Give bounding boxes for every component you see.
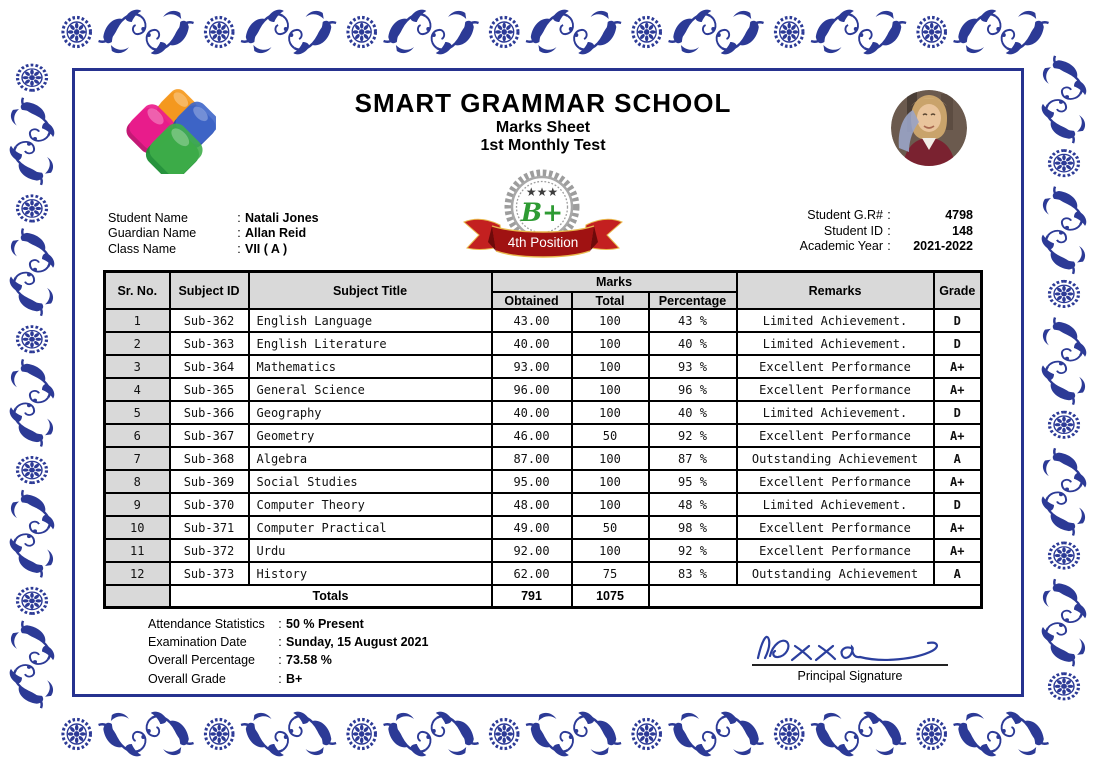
- cell-remarks: Limited Achievement.: [737, 493, 934, 516]
- academic-year-label: Academic Year: [799, 239, 883, 254]
- gr-number-label: Student G.R#: [807, 208, 883, 222]
- cell-obtained: 49.00: [492, 516, 572, 539]
- gr-number-value: 4798: [945, 208, 973, 222]
- attendance-row: [148, 615, 428, 633]
- cell-subject-title: History: [249, 562, 492, 585]
- cell-grade: A+: [934, 470, 982, 493]
- cell-obtained: 46.00: [492, 424, 572, 447]
- grade-badge: [462, 163, 624, 260]
- overall-grade-value: B+: [286, 671, 303, 686]
- cell-subject-id: Sub-369: [170, 470, 249, 493]
- marks-table-header: [105, 272, 982, 310]
- cell-remarks: Excellent Performance: [737, 424, 934, 447]
- cell-sr-no: 12: [105, 562, 170, 585]
- cell-subject-id: Sub-372: [170, 539, 249, 562]
- exam-date-label: Examination Date: [148, 635, 247, 650]
- cell-obtained: 62.00: [492, 562, 572, 585]
- cell-percentage: 48 %: [649, 493, 737, 516]
- cell-grade: A: [934, 562, 982, 585]
- cell-subject-id: Sub-370: [170, 493, 249, 516]
- marks-table: [103, 270, 983, 609]
- cell-total: 100: [572, 470, 649, 493]
- class-name-value: VII ( A ): [245, 241, 288, 256]
- cell-sr-no: 4: [105, 378, 170, 401]
- academic-year-value: 2021-2022: [913, 239, 973, 254]
- student-id-value: 148: [952, 223, 973, 238]
- student-id-row: [800, 224, 973, 240]
- cell-total: 100: [572, 332, 649, 355]
- class-name-label: Class Name: [108, 241, 177, 256]
- table-row: [105, 447, 982, 470]
- cell-total: 50: [572, 516, 649, 539]
- header-marks: Marks: [492, 272, 737, 293]
- header-sr-no: Sr. No.: [105, 272, 170, 310]
- cell-percentage: 96 %: [649, 378, 737, 401]
- cell-obtained: 92.00: [492, 539, 572, 562]
- overall-percentage-label: Overall Percentage: [148, 653, 256, 668]
- cell-grade: D: [934, 332, 982, 355]
- student-name-value: Natali Jones: [245, 211, 319, 225]
- cell-total: 75: [572, 562, 649, 585]
- table-row: [105, 493, 982, 516]
- cell-obtained: 96.00: [492, 378, 572, 401]
- table-row: [105, 378, 982, 401]
- cell-sr-no: 7: [105, 447, 170, 470]
- cell-obtained: 93.00: [492, 355, 572, 378]
- signature-line: [752, 664, 948, 666]
- cell-subject-id: Sub-365: [170, 378, 249, 401]
- cell-total: 100: [572, 309, 649, 332]
- colon: :: [278, 635, 282, 650]
- medal-grade: B+: [520, 198, 564, 227]
- school-name: SMART GRAMMAR SCHOOL: [354, 88, 732, 118]
- table-row: [105, 470, 982, 493]
- colon: :: [887, 239, 891, 254]
- table-row: [105, 562, 982, 585]
- header-obtained: Obtained: [492, 292, 572, 309]
- cell-sr-no: 6: [105, 424, 170, 447]
- cell-subject-id: Sub-373: [170, 562, 249, 585]
- colon: :: [278, 653, 282, 668]
- cell-percentage: 93 %: [649, 355, 737, 378]
- guardian-name-label: Guardian Name: [108, 226, 197, 241]
- colon: :: [887, 208, 891, 222]
- cell-subject-id: Sub-367: [170, 424, 249, 447]
- cell-percentage: 40 %: [649, 401, 737, 424]
- cell-subject-title: English Language: [249, 309, 492, 332]
- class-name-row: [108, 242, 319, 257]
- cell-remarks: Limited Achievement.: [737, 332, 934, 355]
- cell-remarks: Excellent Performance: [737, 470, 934, 493]
- cell-grade: D: [934, 309, 982, 332]
- marks-table-body: [105, 309, 982, 585]
- header-remarks: Remarks: [737, 272, 934, 310]
- cell-percentage: 98 %: [649, 516, 737, 539]
- cell-sr-no: 11: [105, 539, 170, 562]
- cell-subject-title: Urdu: [249, 539, 492, 562]
- cell-obtained: 48.00: [492, 493, 572, 516]
- overall-percentage-row: [148, 651, 428, 669]
- cell-remarks: Limited Achievement.: [737, 401, 934, 424]
- cell-subject-title: Social Studies: [249, 470, 492, 493]
- cell-sr-no: 3: [105, 355, 170, 378]
- cell-total: 100: [572, 378, 649, 401]
- table-row: [105, 332, 982, 355]
- colon: :: [237, 211, 241, 225]
- cell-subject-title: Algebra: [249, 447, 492, 470]
- principal-signature-label: Principal Signature: [797, 669, 903, 683]
- doc-title: Marks Sheet: [495, 119, 591, 136]
- guardian-name-value: Allan Reid: [245, 226, 307, 241]
- student-info-left: [108, 211, 319, 257]
- overall-percentage-value: 73.58 %: [286, 653, 332, 668]
- colon: :: [237, 241, 241, 256]
- colon: :: [887, 223, 891, 238]
- cell-subject-id: Sub-371: [170, 516, 249, 539]
- cell-total: 50: [572, 424, 649, 447]
- title-block: [248, 90, 838, 155]
- cell-remarks: Excellent Performance: [737, 378, 934, 401]
- medal-stars: ★★★: [525, 185, 559, 199]
- header-subject-id: Subject ID: [170, 272, 249, 310]
- exam-date-row: [148, 633, 428, 651]
- overall-grade-row: [148, 670, 428, 688]
- header-total: Total: [572, 292, 649, 309]
- totals-label: Totals: [170, 585, 492, 608]
- summary-block: [148, 615, 428, 688]
- totals-obtained: 791: [492, 585, 572, 608]
- table-row: [105, 424, 982, 447]
- cell-remarks: Excellent Performance: [737, 516, 934, 539]
- cell-obtained: 87.00: [492, 447, 572, 470]
- principal-signature-scribble: [748, 622, 953, 664]
- cell-grade: A+: [934, 516, 982, 539]
- cell-grade: A+: [934, 378, 982, 401]
- cell-obtained: 43.00: [492, 309, 572, 332]
- cell-subject-title: Geometry: [249, 424, 492, 447]
- student-name-row: [108, 211, 319, 226]
- totals-sr-cell: [105, 585, 170, 608]
- cell-grade: D: [934, 493, 982, 516]
- cell-sr-no: 2: [105, 332, 170, 355]
- school-logo: [124, 86, 216, 174]
- table-row: [105, 309, 982, 332]
- cell-obtained: 95.00: [492, 470, 572, 493]
- cell-sr-no: 8: [105, 470, 170, 493]
- table-row: [105, 539, 982, 562]
- student-name-label: Student Name: [108, 211, 188, 225]
- cell-subject-title: Geography: [249, 401, 492, 424]
- header-grade: Grade: [934, 272, 982, 310]
- cell-grade: A+: [934, 355, 982, 378]
- attendance-label: Attendance Statistics: [148, 617, 265, 631]
- totals-total: 1075: [572, 585, 649, 608]
- cell-percentage: 87 %: [649, 447, 737, 470]
- guardian-name-row: [108, 226, 319, 241]
- cell-total: 100: [572, 539, 649, 562]
- cell-subject-title: Computer Practical: [249, 516, 492, 539]
- cell-total: 100: [572, 355, 649, 378]
- cell-remarks: Excellent Performance: [737, 355, 934, 378]
- cell-total: 100: [572, 401, 649, 424]
- cell-sr-no: 1: [105, 309, 170, 332]
- cell-remarks: Limited Achievement.: [737, 309, 934, 332]
- cell-percentage: 83 %: [649, 562, 737, 585]
- cell-grade: D: [934, 401, 982, 424]
- cell-subject-title: General Science: [249, 378, 492, 401]
- colon: :: [278, 671, 282, 686]
- cell-sr-no: 9: [105, 493, 170, 516]
- cell-remarks: Excellent Performance: [737, 539, 934, 562]
- cell-subject-id: Sub-362: [170, 309, 249, 332]
- cell-total: 100: [572, 493, 649, 516]
- exam-date-value: Sunday, 15 August 2021: [286, 635, 429, 650]
- cell-total: 100: [572, 447, 649, 470]
- colon: :: [278, 617, 282, 631]
- student-info-right: [800, 208, 973, 255]
- cell-subject-id: Sub-364: [170, 355, 249, 378]
- ribbon-position-text: 4th Position: [507, 235, 579, 250]
- cell-grade: A: [934, 447, 982, 470]
- test-title: 1st Monthly Test: [480, 137, 606, 154]
- student-id-label: Student ID: [823, 223, 883, 238]
- cell-sr-no: 10: [105, 516, 170, 539]
- marks-table-footer: [105, 585, 982, 608]
- cell-grade: A+: [934, 424, 982, 447]
- header-subject-title: Subject Title: [249, 272, 492, 310]
- cell-subject-title: Computer Theory: [249, 493, 492, 516]
- cell-obtained: 40.00: [492, 401, 572, 424]
- table-row: [105, 401, 982, 424]
- cell-sr-no: 5: [105, 401, 170, 424]
- table-row: [105, 516, 982, 539]
- totals-blank-cell: [649, 585, 982, 608]
- colon: :: [237, 226, 241, 241]
- cell-percentage: 92 %: [649, 424, 737, 447]
- cell-subject-id: Sub-366: [170, 401, 249, 424]
- cell-percentage: 43 %: [649, 309, 737, 332]
- attendance-value: 50 % Present: [286, 617, 364, 631]
- cell-subject-title: English Literature: [249, 332, 492, 355]
- cell-grade: A+: [934, 539, 982, 562]
- cell-subject-id: Sub-363: [170, 332, 249, 355]
- cell-percentage: 95 %: [649, 470, 737, 493]
- cell-remarks: Outstanding Achievement: [737, 562, 934, 585]
- overall-grade-label: Overall Grade: [148, 671, 226, 686]
- header-percentage: Percentage: [649, 292, 737, 309]
- totals-row: [105, 585, 982, 608]
- gr-number-row: [800, 208, 973, 224]
- cell-subject-title: Mathematics: [249, 355, 492, 378]
- cell-obtained: 40.00: [492, 332, 572, 355]
- cell-percentage: 40 %: [649, 332, 737, 355]
- cell-remarks: Outstanding Achievement: [737, 447, 934, 470]
- cell-subject-id: Sub-368: [170, 447, 249, 470]
- table-row: [105, 355, 982, 378]
- cell-percentage: 92 %: [649, 539, 737, 562]
- student-photo: [889, 88, 969, 168]
- medal-icon: [509, 174, 575, 240]
- academic-year-row: [800, 239, 973, 255]
